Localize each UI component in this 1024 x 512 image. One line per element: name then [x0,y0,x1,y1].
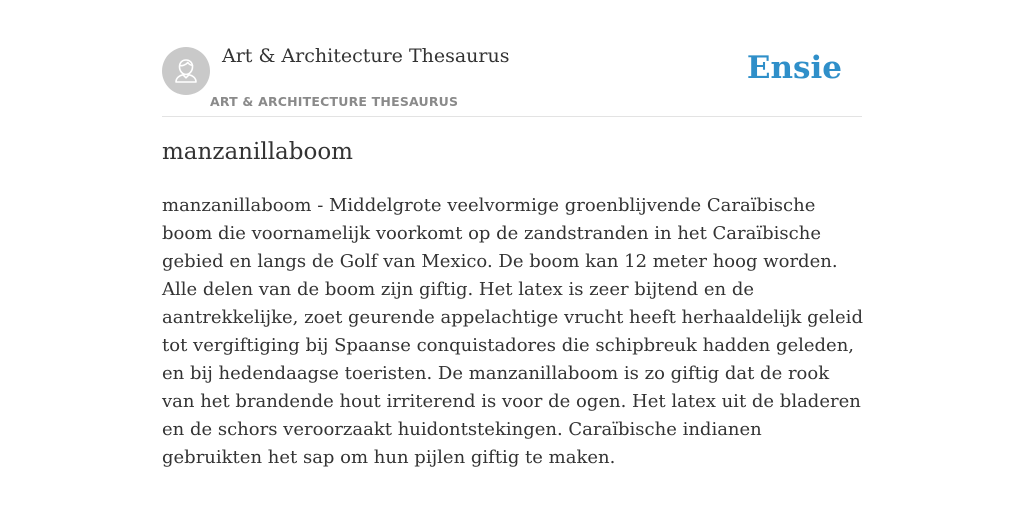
user-silhouette-icon [162,47,210,95]
entry-definition: manzanillaboom - Middelgrote veelvormige groenblijvende Caraïbische boom die voornamelijk voorkomt op de zandstranden in het Caraïbische gebied en langs de Golf van Mexico. De boom kan 12 meter hoog worden. Alle delen van de boom zijn giftig. Het latex is zeer bijtend en de aantrekkelijke, zoet geurende appelachtige vrucht heeft herhaaldelijk geleid tot vergiftiging bij Spaanse conquistadores die schipbreuk hadden geleden, en bij hedendaagse toeristen. De manzanillaboom is zo giftig dat de rook van het brandende hout irriterend is voor de ogen. Het latex uit de bladeren en de schors veroorzaakt huidontstekingen. Caraïbische indianen gebruikten het sap om hun pijlen giftig te maken. [162,195,863,468]
entry-header [162,0,862,117]
author-name[interactable]: Art & Architecture Thesaurus [222,45,510,67]
ensie-logo[interactable]: Ensie [746,50,842,86]
entry-card [162,0,862,512]
entry-title: manzanillaboom [162,139,353,165]
avatar[interactable] [162,47,210,95]
author-subtitle[interactable]: ART & ARCHITECTURE THESAURUS [210,94,459,109]
